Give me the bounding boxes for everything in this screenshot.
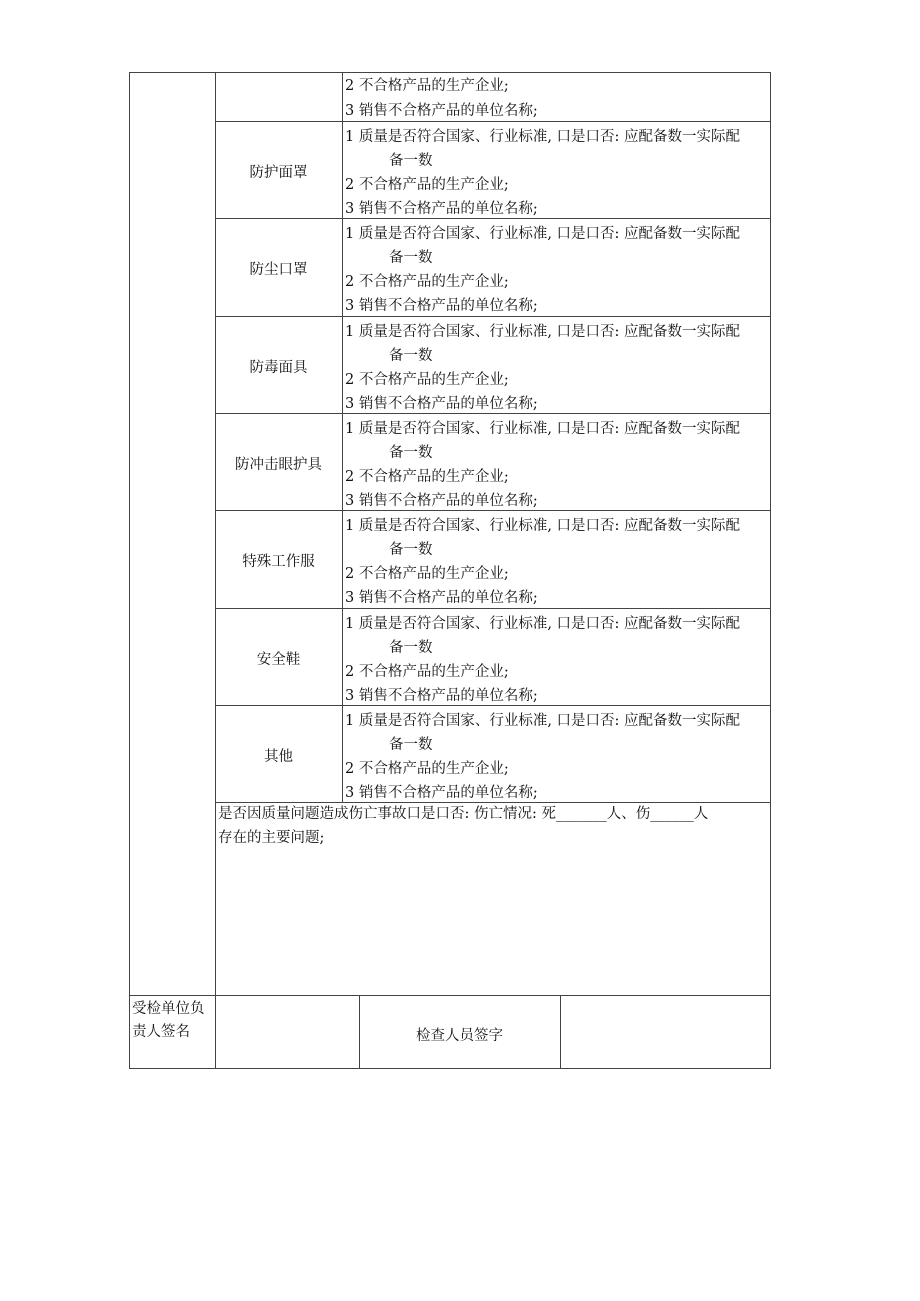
item-seller-line: 3 销售不合格产品的单位名称; [345, 396, 538, 412]
item-quality-line: 1 质量是否符合国家、行业标准, 口是口否: 应配备数一实际配 [345, 421, 741, 437]
item-name: 其他 [264, 749, 293, 765]
item-producer-line: 2 不合格产品的生产企业; [345, 372, 509, 388]
item-quality-line: 1 质量是否符合国家、行业标准, 口是口否: 应配备数一实际配 [345, 616, 741, 632]
item-name: 特殊工作服 [242, 554, 315, 570]
item-name: 防冲击眼护具 [235, 457, 322, 473]
item-quantity-line: 备一数 [389, 737, 433, 753]
row-divider [215, 121, 771, 122]
item-name: 防尘口罩 [249, 262, 308, 278]
item-quantity-line: 备一数 [389, 348, 433, 364]
item-producer-line: 2 不合格产品的生产企业; [345, 177, 509, 193]
item-producer-line: 2 不合格产品的生产企业; [345, 566, 509, 582]
item-name: 防毒面具 [249, 360, 308, 376]
item-quality-line: 1 质量是否符合国家、行业标准, 口是口否: 应配备数一实际配 [345, 226, 741, 242]
item-seller-line: 3 销售不合格产品的单位名称; [345, 688, 538, 704]
accident-question: 是否因质量问题造成伤亡事故口是口否: 伤亡情况: 死_______人、伤______人 [218, 806, 709, 822]
continuation-line-2: 2 不合格产品的生产企业; [345, 78, 509, 94]
column-divider-content [342, 72, 343, 803]
item-quantity-line: 备一数 [389, 542, 433, 558]
main-problems-label: 存在的主要问题; [218, 830, 325, 846]
item-seller-line: 3 销售不合格产品的单位名称; [345, 493, 538, 509]
item-seller-line: 3 销售不合格产品的单位名称; [345, 201, 538, 217]
item-quantity-line: 备一数 [389, 250, 433, 266]
row-divider [215, 316, 771, 317]
item-quantity-line: 备一数 [389, 445, 433, 461]
item-quality-line: 1 质量是否符合国家、行业标准, 口是口否: 应配备数一实际配 [345, 713, 741, 729]
item-name: 安全鞋 [256, 652, 301, 668]
item-seller-line: 3 销售不合格产品的单位名称; [345, 785, 538, 801]
item-producer-line: 2 不合格产品的生产企业; [345, 761, 509, 777]
signature-divider-2 [560, 995, 561, 1069]
item-name: 防护面罩 [249, 165, 308, 181]
row-divider [215, 802, 771, 803]
continuation-line-3: 3 销售不合格产品的单位名称; [345, 103, 538, 119]
item-producer-line: 2 不合格产品的生产企业; [345, 469, 509, 485]
item-quantity-line: 备一数 [389, 153, 433, 169]
item-seller-line: 3 销售不合格产品的单位名称; [345, 298, 538, 314]
row-divider [215, 510, 771, 511]
item-quantity-line: 备一数 [389, 640, 433, 656]
item-producer-line: 2 不合格产品的生产企业; [345, 664, 509, 680]
row-divider [215, 705, 771, 706]
item-quality-line: 1 质量是否符合国家、行业标准, 口是口否: 应配备数一实际配 [345, 129, 741, 145]
item-seller-line: 3 销售不合格产品的单位名称; [345, 590, 538, 606]
item-producer-line: 2 不合格产品的生产企业; [345, 274, 509, 290]
inspector-signature-label: 检查人员签字 [416, 1028, 503, 1044]
inspected-unit-signature-label: 受检单位负责人签名 [132, 1001, 205, 1040]
row-divider [215, 608, 771, 609]
row-divider [215, 218, 771, 219]
row-divider [215, 413, 771, 414]
item-quality-line: 1 质量是否符合国家、行业标准, 口是口否: 应配备数一实际配 [345, 518, 741, 534]
signature-row-divider [129, 995, 771, 996]
item-quality-line: 1 质量是否符合国家、行业标准, 口是口否: 应配备数一实际配 [345, 324, 741, 340]
